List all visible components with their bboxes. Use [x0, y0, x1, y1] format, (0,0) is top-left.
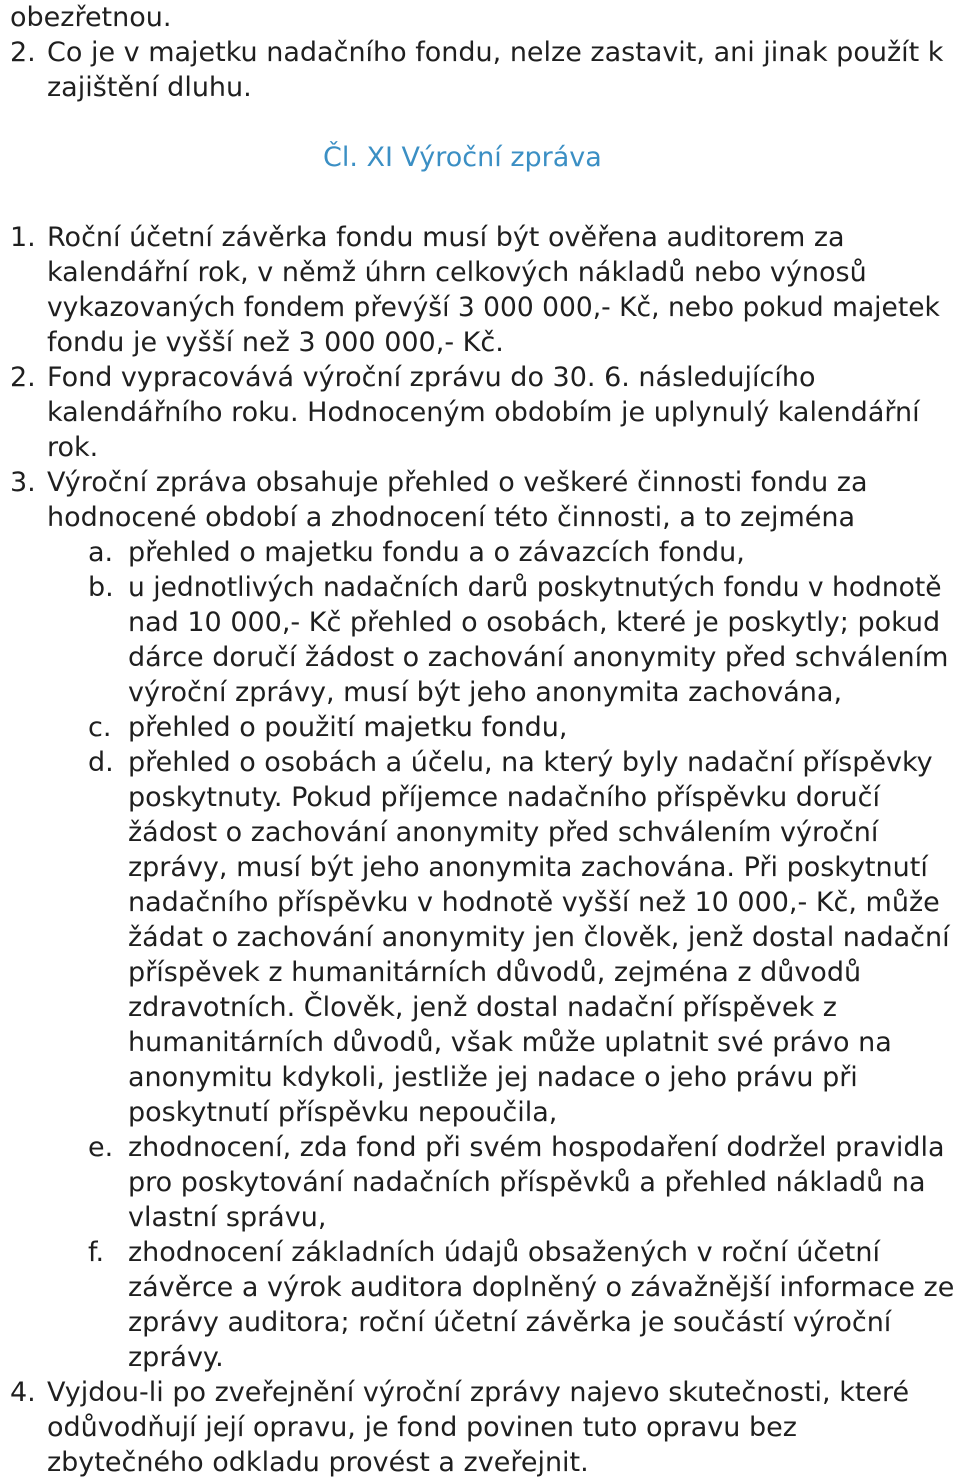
item-line: kalendářní rok, v němž úhrn celkových nákladů nebo výnosů	[47, 257, 867, 288]
subitem-line: pro poskytování nadačních příspěvků a přehled nákladů na	[128, 1167, 926, 1198]
subitem-line: humanitárních důvodů, však může uplatnit své právo na	[128, 1027, 892, 1058]
item-line: zajištění dluhu.	[47, 72, 252, 103]
subitem-letter: f.	[88, 1237, 105, 1268]
item-line: zbytečného odkladu provést a zveřejnit.	[47, 1447, 589, 1478]
item-line: Roční účetní závěrka fondu musí být ověřena auditorem za	[47, 222, 845, 253]
subitem-line: zdravotních. Člověk, jenž dostal nadační příspěvek z	[128, 992, 837, 1023]
article-heading: Čl. XI Výroční zpráva	[323, 142, 602, 173]
subitem-line: přehled o osobách a účelu, na který byly nadační příspěvky	[128, 747, 933, 778]
item-line: rok.	[47, 432, 99, 463]
subitem-line: zprávy.	[128, 1342, 224, 1373]
item-line: kalendářního roku. Hodnoceným obdobím je uplynulý kalendářní	[47, 397, 920, 428]
subitem-letter: a.	[88, 537, 114, 568]
item-number: 4.	[10, 1377, 36, 1408]
subitem-line: poskytnutí příspěvku nepoučila,	[128, 1097, 558, 1128]
item-line: hodnocené období a zhodnocení této činnosti, a to zejména	[47, 502, 856, 533]
subitem-line: zhodnocení, zda fond při svém hospodaření dodržel pravidla	[128, 1132, 945, 1163]
subitem-line: přehled o použití majetku fondu,	[128, 712, 568, 743]
subitem-line: žádost o zachování anonymity před schválením výroční	[128, 817, 879, 848]
subitem-line: poskytnuty. Pokud příjemce nadačního příspěvku doručí	[128, 782, 881, 813]
subitem-line: přehled o majetku fondu a o závazcích fondu,	[128, 537, 745, 568]
subitem-line: u jednotlivých nadačních darů poskytnutých fondu v hodnotě	[128, 572, 942, 603]
subitem-line: zhodnocení základních údajů obsažených v roční účetní	[128, 1237, 880, 1268]
subitem-line: zprávy, musí být jeho anonymita zachována. Při poskytnutí	[128, 852, 928, 883]
subitem-line: zprávy auditora; roční účetní závěrka je součástí výroční	[128, 1307, 892, 1338]
subitem-line: anonymitu kdykoli, jestliže jej nadace o jeho právu při	[128, 1062, 858, 1093]
item-line: fondu je vyšší než 3 000 000,- Kč.	[47, 327, 504, 358]
subitem-letter: b.	[88, 572, 114, 603]
item-line: Co je v majetku nadačního fondu, nelze zastavit, ani jinak použít k	[47, 37, 944, 68]
subitem-line: žádat o zachování anonymity jen člověk, jenž dostal nadační	[128, 922, 950, 953]
item-line: Vyjdou-li po zveřejnění výroční zprávy najevo skutečnosti, které	[47, 1377, 910, 1408]
item-number: 2.	[10, 37, 36, 68]
item-number: 2.	[10, 362, 36, 393]
item-number: 1.	[10, 222, 36, 253]
subitem-line: nad 10 000,- Kč přehled o osobách, které je poskytly; pokud	[128, 607, 941, 638]
subitem-line: příspěvek z humanitárních důvodů, zejména z důvodů	[128, 957, 862, 988]
subitem-line: vlastní správu,	[128, 1202, 327, 1233]
subitem-line: výroční zprávy, musí být jeho anonymita zachována,	[128, 677, 843, 708]
subitem-line: nadačního příspěvku v hodnotě vyšší než 10 000,- Kč, může	[128, 887, 940, 918]
subitem-line: závěrce a výrok auditora doplněný o závažnější informace ze	[128, 1272, 955, 1303]
item-line: Fond vypracovává výroční zprávu do 30. 6. následujícího	[47, 362, 816, 393]
subitem-letter: c.	[88, 712, 112, 743]
subitem-letter: d.	[88, 747, 114, 778]
subitem-line: dárce doručí žádost o zachování anonymity před schválením	[128, 642, 949, 673]
item-line: odůvodňují její opravu, je fond povinen tuto opravu bez	[47, 1412, 797, 1443]
item-line: Výroční zpráva obsahuje přehled o veškeré činnosti fondu za	[47, 467, 868, 498]
subitem-letter: e.	[88, 1132, 114, 1163]
item-line: vykazovaných fondem převýší 3 000 000,- Kč, nebo pokud majetek	[47, 292, 940, 323]
item-number: 3.	[10, 467, 36, 498]
